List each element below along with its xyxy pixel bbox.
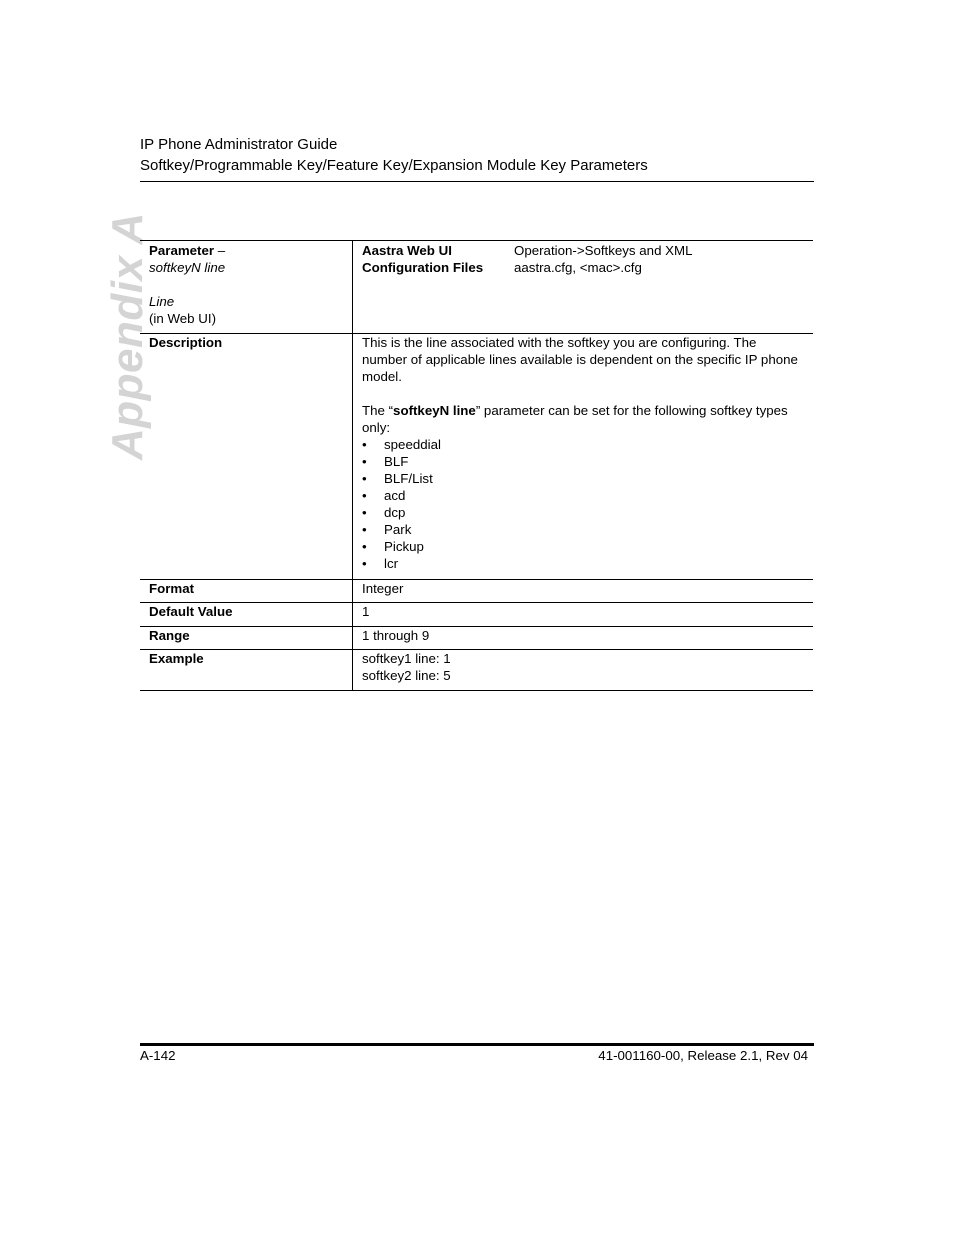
- parameter-row: [140, 241, 813, 334]
- description-row: [140, 334, 813, 580]
- webui-parameter-name: Line: [149, 294, 175, 309]
- footer-divider: [140, 1043, 814, 1046]
- list-item: • Park: [362, 521, 804, 538]
- web-ui-value: Operation->Softkeys and XML: [514, 243, 693, 258]
- header-title: IP Phone Administrator Guide: [140, 136, 338, 153]
- example-line-1: softkey1 line: 1: [362, 651, 451, 666]
- default-value-value: 1: [362, 604, 370, 619]
- list-item: • acd: [362, 487, 804, 504]
- range-label: Range: [149, 628, 190, 643]
- example-row: [140, 650, 813, 691]
- parameter-label: Parameter: [149, 243, 215, 258]
- list-item: • BLF/List: [362, 470, 804, 487]
- config-files-key: Configuration Files: [362, 260, 484, 275]
- format-value: Integer: [362, 581, 404, 596]
- example-label: Example: [149, 651, 204, 666]
- description-paragraph-2: The “softkeyN line” parameter can be set for the following softkey types only:: [362, 403, 788, 435]
- web-ui-key: Aastra Web UI: [362, 243, 452, 258]
- parameter-info-cell: [353, 241, 814, 334]
- parameter-label-cell: Parameter – softkeyN line Line (in Web UI): [140, 241, 353, 334]
- webui-note: (in Web UI): [149, 311, 216, 326]
- description-paragraph-1: This is the line associated with the softkey you are configuring. The number of applicable lines available is dependent on the specific IP phone model.: [362, 335, 798, 384]
- description-label: Description: [149, 335, 223, 350]
- list-item: • dcp: [362, 504, 804, 521]
- parameter-table: [140, 240, 813, 691]
- default-value-label: Default Value: [149, 604, 233, 619]
- config-parameter-name: softkeyN line: [149, 260, 226, 275]
- header-subtitle: Softkey/Programmable Key/Feature Key/Expansion Module Key Parameters: [140, 157, 648, 174]
- config-files-value: aastra.cfg, <mac>.cfg: [514, 260, 642, 275]
- appendix-side-tab: Appendix A: [103, 212, 152, 460]
- range-value: 1 through 9: [362, 628, 430, 643]
- range-row: [140, 627, 813, 650]
- example-line-2: softkey2 line: 5: [362, 668, 451, 683]
- page-number: A-142: [140, 1048, 176, 1063]
- list-item: • Pickup: [362, 538, 804, 555]
- list-item: • speeddial: [362, 436, 804, 453]
- list-item: • BLF: [362, 453, 804, 470]
- document-id: 41-001160-00, Release 2.1, Rev 04: [598, 1048, 808, 1063]
- default-value-row: [140, 603, 813, 627]
- list-item: • lcr: [362, 555, 804, 572]
- format-row: [140, 580, 813, 603]
- header-divider: [140, 181, 814, 182]
- softkey-type-list: [362, 436, 804, 572]
- format-label: Format: [149, 581, 195, 596]
